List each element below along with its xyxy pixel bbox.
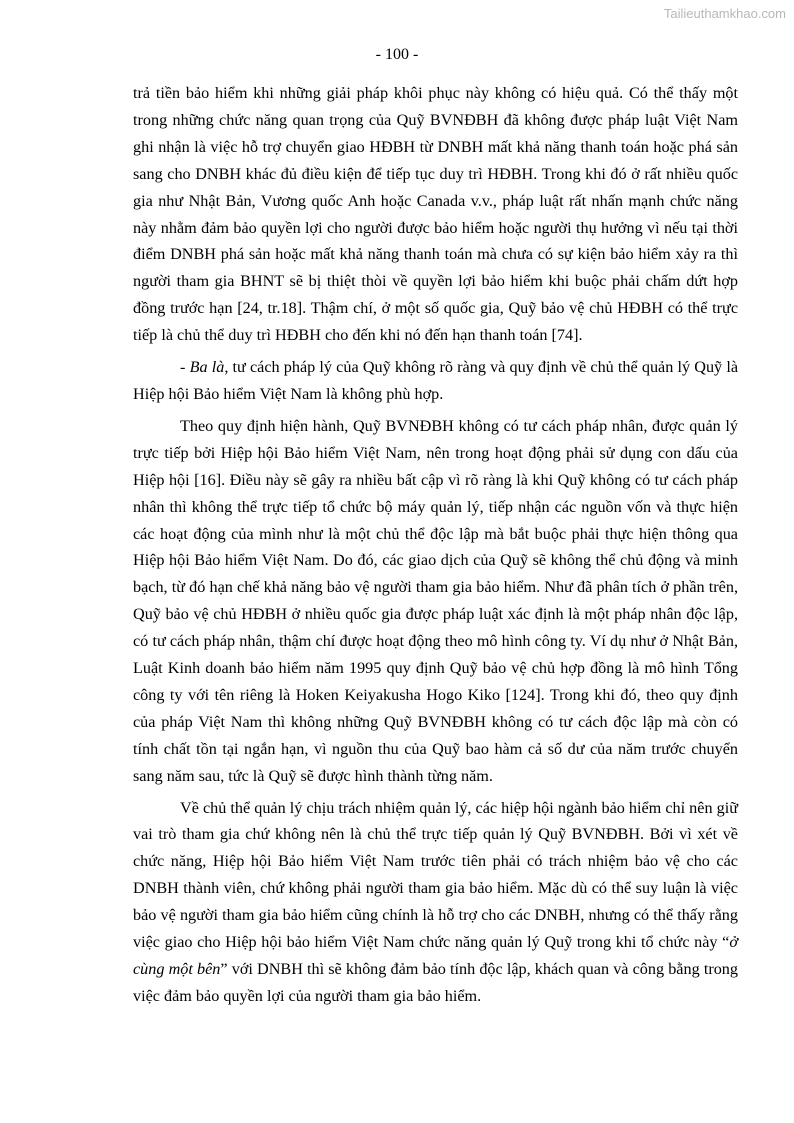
paragraph-2-prefix: -	[180, 358, 190, 377]
paragraph-2-italic: Ba là	[189, 358, 225, 377]
paragraph-1-text: trả tiền bảo hiểm khi những giải pháp khôi phục này không có hiệu quả. Có thể thấy một trong những chức năng quan trọng của Quỹ BVNĐBH đã không được pháp luật Việt Nam ghi nhận là việc hỗ trợ chuyển giao HĐBH từ DNBH mất khả năng thanh toán hoặc phá sản sang cho DNBH khác đủ điều kiện để tiếp tục duy trì HĐBH. Trong khi đó ở rất nhiều quốc gia như Nhật Bản, Vương quốc Anh hoặc Canada v.v., pháp luật rất nhấn mạnh chức năng này nhằm đảm bảo quyền lợi cho người được bảo hiểm hoặc người thụ hưởng vì nếu tại thời điểm DNBH phá sản hoặc mất khả năng thanh toán mà chưa có sự kiện bảo hiểm xảy ra thì người tham gia BHNT sẽ bị thiệt thòi về quyền lợi bảo hiểm khi buộc phải chấm dứt hợp đồng trước hạn [24, tr.18]. Thậm chí, ở một số quốc gia, Quỹ bảo vệ chủ HĐBH có thể trực tiếp là chủ thể duy trì HĐBH cho đến khi nó đến hạn thanh toán [74].	[133, 84, 738, 345]
paragraph-2-text: , tư cách pháp lý của Quỹ không rõ ràng và quy định về chủ thể quản lý Quỹ là Hiệp hội Bảo hiểm Việt Nam là không phù hợp.	[133, 358, 738, 403]
paragraph-3	[133, 413, 738, 790]
paragraph-3-text: Theo quy định hiện hành, Quỹ BVNĐBH không có tư cách pháp nhân, được quản lý trực tiếp bởi Hiệp hội Bảo hiểm Việt Nam, nên trong hoạt động phải sử dụng con dấu của Hiệp hội [16]. Điều này sẽ gây ra nhiều bất cập vì rõ ràng là khi Quỹ không có tư cách pháp nhân thì không thể trực tiếp tổ chức bộ máy quản lý, tiếp nhận các nguồn vốn và thực hiện các hoạt động của mình như là một chủ thể độc lập mà bắt buộc phải thực hiện thông qua Hiệp hội Bảo hiểm Việt Nam. Do đó, các giao dịch của Quỹ sẽ không thể chủ động và minh bạch, từ đó hạn chế khả năng bảo vệ người tham gia bảo hiểm. Như đã phân tích ở phần trên, Quỹ bảo vệ chủ HĐBH ở nhiều quốc gia được pháp luật xác định là một pháp nhân độc lập, có tư cách pháp nhân, thậm chí được hoạt động theo mô hình công ty. Ví dụ như ở Nhật Bản, Luật Kinh doanh bảo hiểm năm 1995 quy định Quỹ bảo vệ chủ hợp đồng là mô hình Tổng công ty với tên riêng là Hoken Keiyakusha Hogo Kiko [124]. Trong khi đó, theo quy định của pháp Việt Nam thì không những Quỹ BVNĐBH không có tư cách độc lập mà còn có tính chất tồn tại ngắn hạn, vì nguồn thu của Quỹ bao hàm cả số dư của năm trước chuyển sang năm sau, tức là Quỹ sẽ được hình thành từng năm.	[133, 416, 738, 785]
document-body	[133, 80, 738, 1015]
watermark: Tailieuthamkhao.com	[663, 6, 786, 21]
paragraph-4-text-after: ” với DNBH thì sẽ không đảm bảo tính độc lập, khách quan và công bằng trong việc đảm bảo quyền lợi của người tham gia bảo hiểm.	[133, 960, 738, 1005]
paragraph-4	[133, 795, 738, 1010]
paragraph-1	[133, 80, 738, 349]
page-number: - 100 -	[375, 46, 419, 63]
paragraph-4-text-before: Về chủ thể quản lý chịu trách nhiệm quản lý, các hiệp hội ngành bảo hiểm chỉ nên giữ vai trò tham gia chứ không nên là chủ thể trực tiếp quản lý Quỹ BVNĐBH. Bởi vì xét về chức năng, Hiệp hội Bảo hiểm Việt Nam trước tiên phải có trách nhiệm bảo vệ cho các DNBH thành viên, chứ không phải người tham gia bảo hiểm. Mặc dù có thể suy luận là việc bảo vệ người tham gia bảo hiểm cũng chính là hỗ trợ cho các DNBH, nhưng có thể thấy rằng việc giao cho Hiệp hội bảo hiểm Việt Nam chức năng quản lý Quỹ trong khi tổ chức này “	[133, 798, 738, 952]
paragraph-2	[133, 354, 738, 408]
paragraph-4-italic: ở cùng một bên	[133, 933, 738, 978]
